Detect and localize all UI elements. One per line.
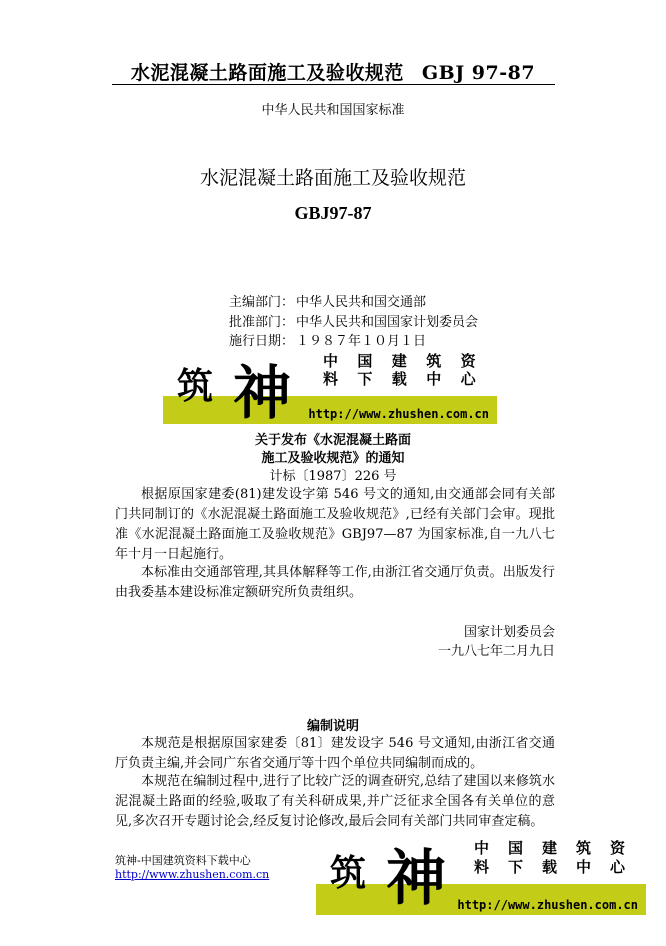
running-header-title: 水泥混凝土路面施工及验收规范: [130, 62, 404, 84]
notice-paragraph-1: 根据原国家建委(81)建发设字第 546 号文的通知,由交通部会同有关部门共同制订的《水泥混凝土路面施工及验收规范》,已经有关部门会审。现批准《水泥混凝土路面施工及验收规范》GBJ97—87 为国家标准,自一九八七年十月一日起施行。: [115, 487, 555, 562]
standard-type: 中华人民共和国国家标准: [261, 103, 405, 118]
meta-editor-label: 主编部门：: [229, 295, 295, 310]
preface-paragraph-1: 本规范是根据原国家建委〔81〕建发设字 546 号文通知,由浙江省交通厅负责主编,并会同广东省交通厅等十四个单位共同编制而成的。: [115, 736, 555, 771]
watermark-brand-char-2-bottom: 神: [386, 844, 446, 914]
meta-approver: [229, 311, 478, 330]
footer-link-wrap: [115, 868, 269, 881]
notice-signer: 国家计划委员会: [463, 625, 555, 640]
watermark-brand-char-1: 筑: [177, 366, 214, 407]
notice-date: 一九八七年二月九日: [437, 644, 555, 659]
preface-paragraph-2: 本规范在编制过程中,进行了比较广泛的调查研究,总结了建国以来修筑水泥混凝土路面的经验,吸取了有关科研成果,并广泛征求全国各有关单位的意见,多次召开专题讨论会,经反复讨论修改,最后会同有关部门共同审查定稿。: [115, 774, 555, 829]
notice-doc-number: 计标〔1987〕226 号: [269, 469, 397, 484]
watermark-grid-bottom: 中 国 建 筑 资 料 下 载 中 心: [474, 839, 626, 876]
meta-effective-date-label: 施行日期：: [229, 334, 295, 349]
preface-heading: 编制说明: [306, 719, 359, 734]
watermark-url-bottom: http://www.zhushen.com.cn: [457, 898, 638, 912]
watermark-grid: 中 国 建 筑 资 料 下 载 中 心: [323, 352, 476, 388]
watermark-banner-top: [163, 350, 497, 424]
watermark-brand-char-1-bottom: 筑: [330, 853, 367, 894]
notice-title-line2: 施工及验收规范》的通知: [261, 451, 405, 466]
watermark-url: http://www.zhushen.com.cn: [308, 407, 489, 421]
meta-effective-date: [229, 330, 426, 349]
footer-link[interactable]: http://www.zhushen.com.cn: [115, 868, 270, 881]
main-title: 水泥混凝土路面施工及验收规范: [199, 167, 466, 189]
running-header: [0, 58, 666, 85]
running-header-code: GBJ 97-87: [421, 62, 536, 84]
meta-approver-value: 中华人民共和国国家计划委员会: [296, 315, 479, 330]
watermark-banner-bottom: [316, 833, 646, 915]
main-code: GBJ97-87: [294, 203, 372, 223]
notice-title-line1: 关于发布《水泥混凝土路面: [254, 433, 411, 448]
meta-effective-date-value: １９８７年１０月１日: [296, 334, 427, 349]
watermark-brand-char-2: 神: [233, 359, 292, 424]
header-rule: [112, 84, 555, 85]
meta-editor-value: 中华人民共和国交通部: [296, 295, 427, 310]
notice-paragraph-2: 本标准由交通部管理,其具体解释等工作,由浙江省交通厅负责。出版发行由我委基本建设标准定额研究所负责组织。: [115, 565, 555, 600]
meta-approver-label: 批准部门：: [229, 315, 295, 330]
meta-editor: [229, 291, 426, 310]
footer-site-name: 筑神-中国建筑资料下载中心: [115, 854, 251, 867]
